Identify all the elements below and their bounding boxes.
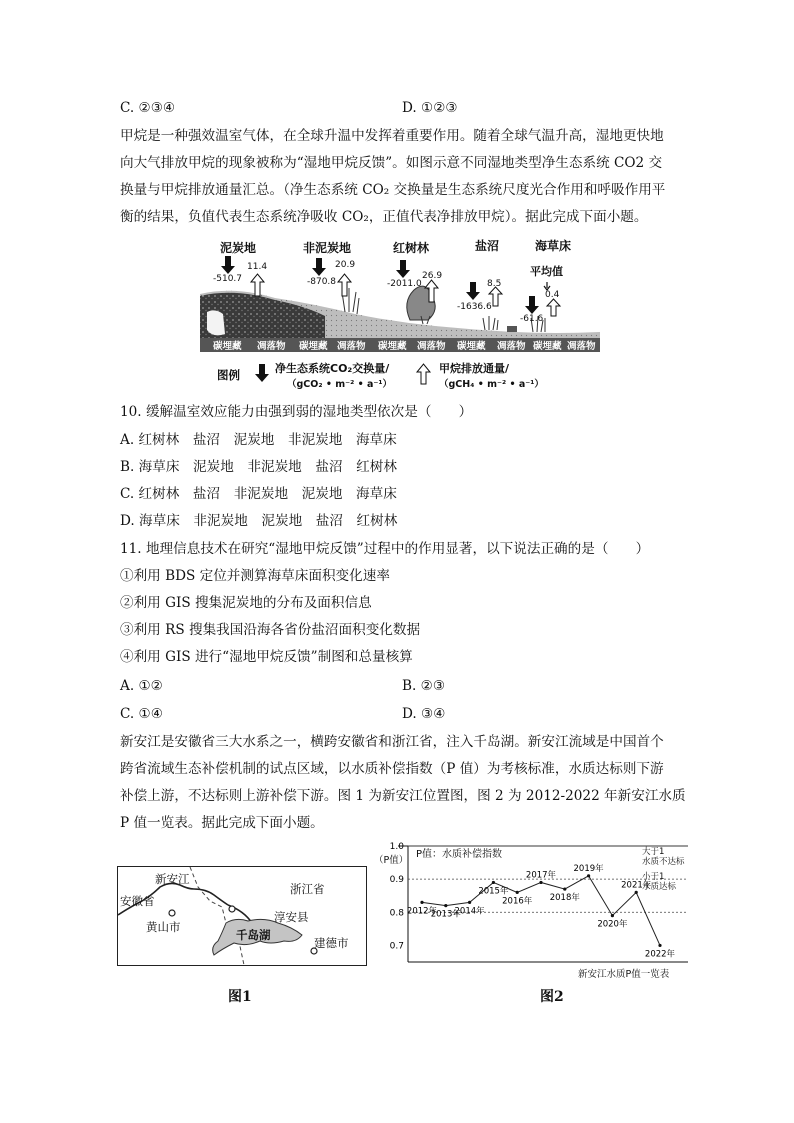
map-label-river: 新安江 [155, 872, 190, 886]
map-label-chunan: 淳安县 [274, 910, 309, 924]
strip-saltmarsh-litter: 凋落物 [497, 341, 526, 352]
legend-title: 图例 [217, 368, 240, 382]
q11-item-4: ④利用 GIS 进行“湿地甲烷反馈”制图和总量核算 [120, 649, 413, 665]
q10-option-c: C. 红树林 盐沼 非泥炭地 泥炭地 海草床 [120, 486, 397, 502]
annotation-below-line-2: 水质达标 [642, 882, 677, 892]
legend-co2-arrow [255, 364, 269, 382]
y-tick-label: 1.0 [389, 842, 404, 852]
wetland-name-nonpeat: 非泥炭地 [303, 241, 352, 255]
legend-ch4-unit: （gCH₄ • m⁻² • a⁻¹） [439, 379, 544, 390]
q10-stem: 10. 缓解温室效应能力由强到弱的湿地类型依次是（ ） [120, 404, 473, 420]
annotation-below-line-1: 小于1 [642, 872, 665, 882]
data-point [563, 887, 566, 890]
x-year-label: 2013年 [430, 909, 461, 920]
figure-2-caption: 图2 [540, 989, 564, 1005]
data-point [492, 881, 495, 884]
passage1-line-2: 向大气排放甲烷的现象被称为“湿地甲烷反馈”。如图示意不同湿地类型净生态系统 CO2 交 [120, 155, 663, 171]
co2-value-seagrass: -61.6 [520, 314, 544, 324]
passage1-line-1: 甲烷是一种强效温室气体，在全球升温中发挥着重要作用。随着全球气温升高，湿地更快地 [120, 128, 664, 144]
chart-title: P值：水质补偿指数 [416, 849, 503, 860]
map-label-huangshan: 黄山市 [146, 920, 181, 934]
map-label-anhui: 安徽省 [120, 894, 155, 908]
co2-arrow-nonpeat [312, 258, 326, 276]
q11-item-1: ①利用 BDS 定位并测算海草床面积变化速率 [120, 568, 390, 584]
data-point [635, 891, 638, 894]
q9-option-c: C. ②③④ [120, 100, 176, 116]
co2-arrow-seagrass [525, 296, 539, 314]
ch4-arrow-seagrass [547, 299, 560, 316]
wetland-name-peat: 泥炭地 [220, 241, 257, 255]
chart-y-label: （P值） [374, 855, 409, 866]
passage2-line-4: P 值一览表。据此完成下面小题。 [120, 815, 324, 831]
x-year-label: 2022年 [644, 949, 676, 960]
annotation-above-line-1: 大于1 [642, 847, 665, 857]
q11-item-2: ②利用 GIS 搜集泥炭地的分布及面积信息 [120, 595, 372, 611]
data-point [539, 881, 542, 884]
annotation-below [642, 872, 676, 892]
city-marker-huangshan [169, 910, 175, 916]
co2-value-mangrove: -2011.0 [387, 279, 422, 289]
q11-option-d: D. ③④ [402, 706, 446, 722]
strip-peat-burial: 碳埋藏 [213, 341, 242, 352]
x-year-label: 2021年 [621, 880, 652, 891]
x-year-label: 2016年 [502, 896, 533, 907]
strip-nonpeat-litter: 凋落物 [337, 341, 366, 352]
x-year-label: 2019年 [573, 863, 604, 874]
data-point [587, 874, 590, 877]
x-year-label: 2012年 [406, 906, 438, 917]
city-marker-chunan [229, 906, 235, 912]
data-point [611, 914, 614, 917]
strip-seagrass-burial: 碳埋藏 [533, 341, 562, 352]
legend-co2-unit: （gCO₂ • m⁻² • a⁻¹） [287, 379, 393, 390]
y-tick-label: 0.8 [389, 908, 404, 919]
average-label: 平均值 [530, 265, 563, 278]
co2-arrow-peat [221, 256, 235, 274]
strip-mangrove-burial: 碳埋藏 [378, 341, 407, 352]
co2-value-nonpeat: -870.8 [307, 277, 337, 287]
data-point [420, 901, 423, 904]
co2-arrow-mangrove [396, 260, 410, 278]
q11-item-3: ③利用 RS 搜集我国沿海各省份盐沼面积变化数据 [120, 622, 421, 638]
legend-ch4-label: 甲烷排放通量/ [439, 362, 510, 375]
co2-value-saltmarsh: -1636.6 [457, 302, 492, 312]
y-tick-label: 0.9 [389, 875, 404, 886]
map-label-jiande: 建德市 [314, 936, 349, 950]
x-year-label: 2015年 [478, 886, 509, 897]
annotation-above-line-2: 水质不达标 [642, 857, 685, 867]
x-year-label: 2020年 [597, 919, 628, 930]
q11-option-b: B. ②③ [402, 678, 446, 694]
ch4-value-seagrass: 0.4 [545, 290, 560, 300]
passage1-line-4: 衡的结果，负值代表生态系统净吸收 CO₂，正值代表净排放甲烷）。据此完成下面小题。 [120, 209, 648, 225]
p-value-chart [370, 842, 700, 982]
q10-option-a: A. 红树林 盐沼 泥炭地 非泥炭地 海草床 [120, 432, 397, 448]
strip-mangrove-litter: 凋落物 [417, 341, 446, 352]
q10-option-d: D. 海草床 非泥炭地 泥炭地 盐沼 红树林 [120, 513, 398, 529]
x-year-label: 2018年 [549, 893, 580, 904]
co2-arrow-saltmarsh [466, 282, 480, 300]
map-label-zhejiang: 浙江省 [290, 882, 325, 896]
data-point [468, 901, 471, 904]
passage2-line-1: 新安江是安徽省三大水系之一，横跨安徽省和浙江省，注入千岛湖。新安江流域是中国首个 [120, 734, 664, 750]
legend-co2-label: 净生态系统CO₂交换量/ [275, 362, 390, 375]
q9-option-d: D. ①②③ [402, 100, 458, 116]
co2-value-peat: -510.7 [213, 274, 243, 284]
legend-ch4-arrow [417, 364, 430, 384]
x-year-label: 2014年 [454, 906, 485, 917]
strip-saltmarsh-burial: 碳埋藏 [457, 341, 486, 352]
wetland-name-seagrass: 海草床 [535, 239, 572, 253]
ch4-value-mangrove: 26.9 [422, 271, 443, 281]
strip-nonpeat-burial: 碳埋藏 [299, 341, 328, 352]
ch4-value-peat: 11.4 [247, 262, 268, 272]
wetland-name-saltmarsh: 盐沼 [475, 239, 500, 253]
map-figure [117, 866, 367, 966]
figure-1-caption: 图1 [228, 989, 252, 1005]
passage2-line-3: 补偿上游，不达标则上游补偿下游。图 1 为新安江位置图，图 2 为 2012-2022 年新安江水质 [120, 788, 686, 804]
strip-peat-litter: 凋落物 [257, 341, 286, 352]
chart-footnote: 新安江水质P值一览表 [578, 969, 670, 980]
x-year-label: 2017年 [525, 870, 557, 881]
map-label-qiandaohu: 千岛湖 [236, 928, 271, 942]
ch4-value-nonpeat: 20.9 [335, 260, 356, 270]
ch4-value-saltmarsh: 8.5 [487, 279, 502, 289]
q10-option-b: B. 海草床 泥炭地 非泥炭地 盐沼 红树林 [120, 459, 397, 475]
data-point [658, 944, 661, 947]
strip-seagrass-litter: 凋落物 [567, 341, 596, 352]
y-tick-label: 0.7 [389, 941, 404, 952]
q11-stem: 11. 地理信息技术在研究“湿地甲烷反馈”过程中的作用显著，以下说法正确的是（ ） [120, 541, 650, 557]
passage1-line-3: 换量与甲烷排放通量汇总。（净生态系统 CO₂ 交换量是生态系统尺度光合作用和呼吸作用平 [120, 182, 666, 198]
q11-option-c: C. ①④ [120, 706, 163, 722]
wetland-illustration [195, 234, 605, 394]
annotation-above [642, 847, 685, 867]
wetland-figure [195, 234, 605, 394]
wetland-name-mangrove: 红树林 [393, 241, 430, 255]
ch4-arrow-peat [251, 274, 264, 296]
passage2-line-2: 跨省流域生态补偿机制的试点区域，以水质补偿指数（P 值）为考核标准，水质达标则下游 [120, 761, 664, 777]
data-point [516, 891, 519, 894]
avg-arrow [544, 282, 550, 290]
q11-option-a: A. ①② [120, 678, 163, 694]
data-point [444, 904, 447, 907]
